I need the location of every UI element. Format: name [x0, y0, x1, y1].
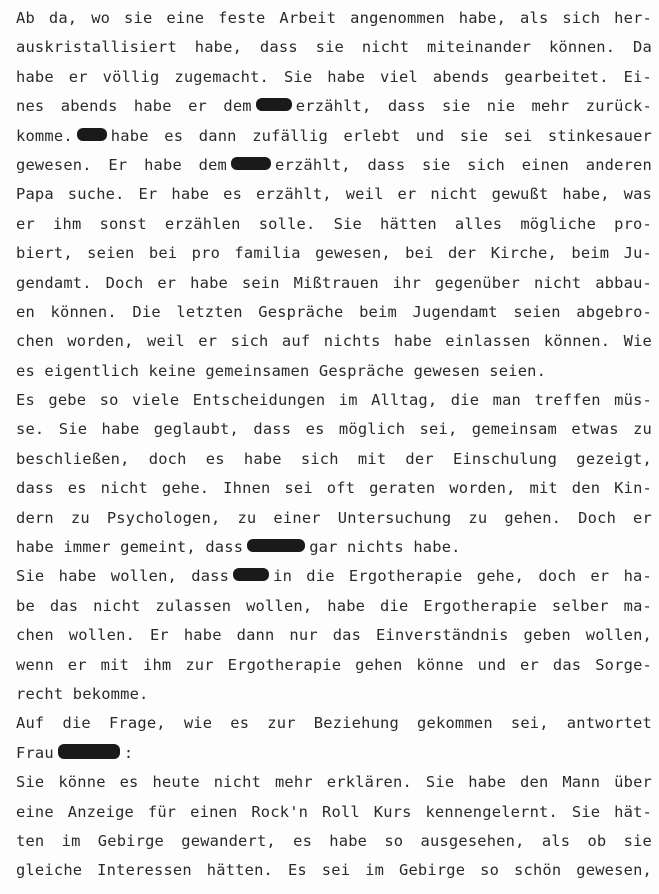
text-line: dass es nicht gehe. Ihnen sei oft geraten worden, mit den Kin-	[16, 479, 652, 498]
text-line: Es gebe so viele Entscheidungen im Alltag, die man treffen müs-	[16, 391, 652, 410]
redaction-mark	[256, 98, 292, 111]
text-line: nes abends habe er dem erzählt, dass sie nie mehr zurück-	[16, 97, 652, 116]
text-line: auskristallisiert habe, dass sie nicht miteinander können. Da	[16, 38, 652, 57]
text-line: eine Anzeige für einen Rock'n Roll Kurs kennengelernt. Sie hät-	[16, 802, 652, 821]
text-line: beschließen, doch es habe sich mit der Einschulung gezeigt,	[16, 449, 652, 468]
text-line: Frau :	[16, 743, 134, 762]
text-line: habe immer gemeint, dass gar nichts habe.	[16, 538, 461, 557]
redaction-mark	[247, 539, 305, 552]
text-line: be das nicht zulassen wollen, habe die Ergotherapie selber ma-	[16, 596, 652, 615]
text-line: gleiche Interessen hätten. Es sei im Gebirge so schön gewesen,	[16, 861, 652, 880]
text-line: ten im Gebirge gewandert, es habe so ausgesehen, als ob sie	[16, 831, 652, 850]
document-text	[16, 4, 652, 886]
text-line: Auf die Frage, wie es zur Beziehung gekommen sei, antwortet	[16, 714, 652, 733]
text-line: en können. Die letzten Gespräche beim Jugendamt seien abgebro-	[16, 302, 652, 321]
text-line: dern zu Psychologen, zu einer Untersuchung zu gehen. Doch er	[16, 508, 652, 527]
text-line: gewesen. Er habe dem erzählt, dass sie sich einen anderen	[16, 155, 652, 174]
text-line: es eigentlich keine gemeinsamen Gespräche gewesen seien.	[16, 361, 547, 380]
redaction-mark	[233, 568, 269, 581]
text-line: Sie habe wollen, dass in die Ergotherapie gehe, doch er ha-	[16, 567, 652, 586]
text-line: komme. habe es dann zufällig erlebt und sie sei stinkesauer	[16, 126, 652, 145]
text-line: Papa suche. Er habe es erzählt, weil er nicht gewußt habe, was	[16, 185, 652, 204]
text-line: wenn er mit ihm zur Ergotherapie gehen könne und er das Sorge-	[16, 655, 652, 674]
redaction-mark	[58, 744, 120, 759]
text-line: se. Sie habe geglaubt, dass es möglich sei, gemeinsam etwas zu	[16, 420, 652, 439]
text-line: chen wollen. Er habe dann nur das Einverständnis geben wollen,	[16, 626, 652, 645]
text-line: habe er völlig zugemacht. Sie habe viel abends gearbeitet. Ei-	[16, 67, 652, 86]
text-line: Ab da, wo sie eine feste Arbeit angenommen habe, als sich her-	[16, 9, 652, 27]
text-line: gendamt. Doch er habe sein Mißtrauen ihr gegenüber nicht abbau-	[16, 273, 652, 292]
redaction-mark	[231, 157, 271, 170]
text-line: chen worden, weil er sich auf nichts habe einlassen können. Wie	[16, 332, 652, 351]
redaction-mark	[77, 128, 107, 141]
text-line: er ihm sonst erzählen solle. Sie hätten alles mögliche pro-	[16, 214, 652, 233]
text-line: recht bekomme.	[16, 684, 149, 703]
text-line: Sie könne es heute nicht mehr erklären. Sie habe den Mann über	[16, 773, 652, 792]
text-line: biert, seien bei pro familia gewesen, bei der Kirche, beim Ju-	[16, 244, 652, 263]
